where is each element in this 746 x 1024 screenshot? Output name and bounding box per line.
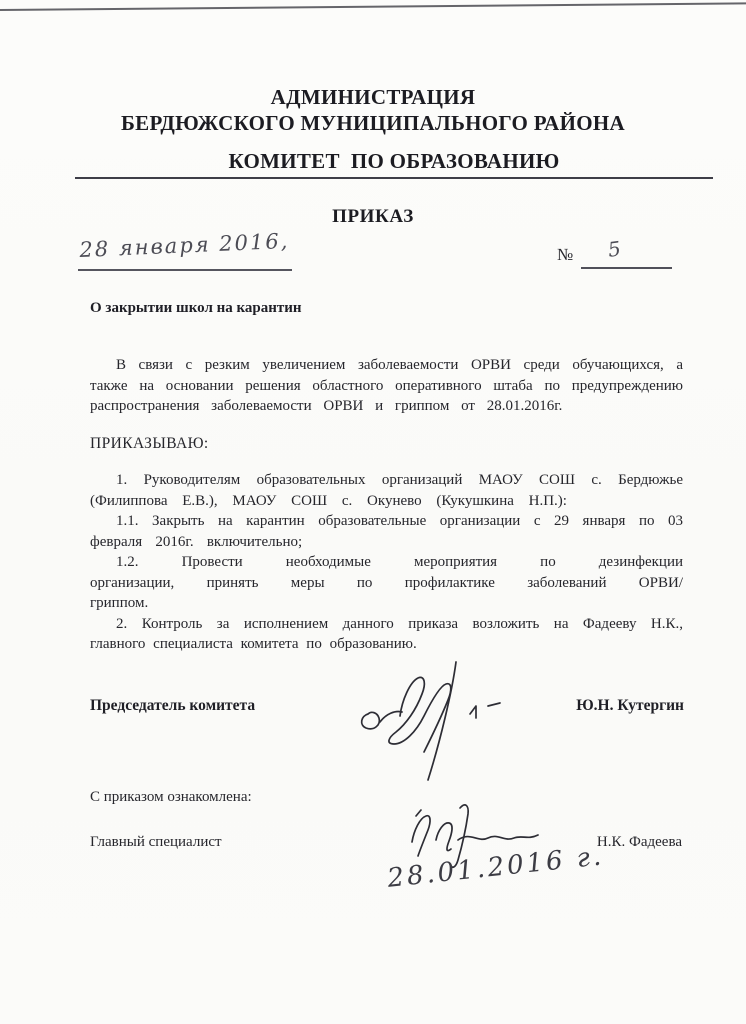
number-underline	[581, 267, 672, 269]
org-name-line1: АДМИНИСТРАЦИЯ	[270, 85, 476, 109]
order-subject: О закрытии школ на карантин	[90, 300, 302, 316]
order-items	[90, 470, 683, 655]
specialist-name: Н.К. Фадеева	[596, 834, 682, 850]
order-item-1-2: 1.2. Провести необходимые мероприятия по дезинфекции организации, принять меры по профилактике заболеваний ОРВИ/гриппом.	[90, 554, 683, 611]
order-item-1-1: 1.1. Закрыть на карантин образовательные организации с 29 января по 03 февраля 2016г. включительно;	[90, 513, 683, 550]
order-item-2: 2. Контроль за исполнением данного приказа возложить на Фадееву Н.К., главного специалиста комитета по образованию.	[90, 615, 683, 652]
number-label: №	[557, 245, 574, 264]
handwritten-number: 5	[606, 236, 624, 262]
order-item-1: 1. Руководителям образовательных организаций МАОУ СОШ с. Бердюжье (Филиппова Е.В.), МАОУ СОШ с. Окунево (Кукушкина Н.П.):	[90, 472, 683, 509]
intro-paragraph: В связи с резким увеличением заболеваемости ОРВИ среди обучающихся, а также на основании решения областного оперативного штаба по предупреждению распространения заболеваемости ОРВИ и гриппом от 28.01.2016г.	[90, 357, 683, 414]
chairman-title: Председатель комитета	[90, 697, 256, 714]
chairman-signature	[352, 652, 512, 787]
organization-header	[54, 84, 692, 136]
committee-name: КОМИТЕТ ПО ОБРАЗОВАНИЮ	[75, 149, 713, 179]
handwritten-ack-date: 28.01.2016 г.	[386, 841, 606, 894]
chairman-name: Ю.Н. Кутергин	[576, 697, 684, 714]
scan-edge-artifact	[0, 2, 746, 10]
date-underline	[78, 269, 292, 271]
specialist-title: Главный специалист	[90, 834, 222, 850]
org-name-line2: БЕРДЮЖСКОГО МУНИЦИПАЛЬНОГО РАЙОНА	[120, 111, 626, 135]
document-type-title: ПРИКАЗ	[332, 206, 414, 227]
acknowledgement-line: С приказом ознакомлена:	[90, 789, 252, 805]
handwritten-date: 28 января 2016,	[78, 228, 290, 262]
order-word: ПРИКАЗЫВАЮ:	[90, 435, 209, 452]
